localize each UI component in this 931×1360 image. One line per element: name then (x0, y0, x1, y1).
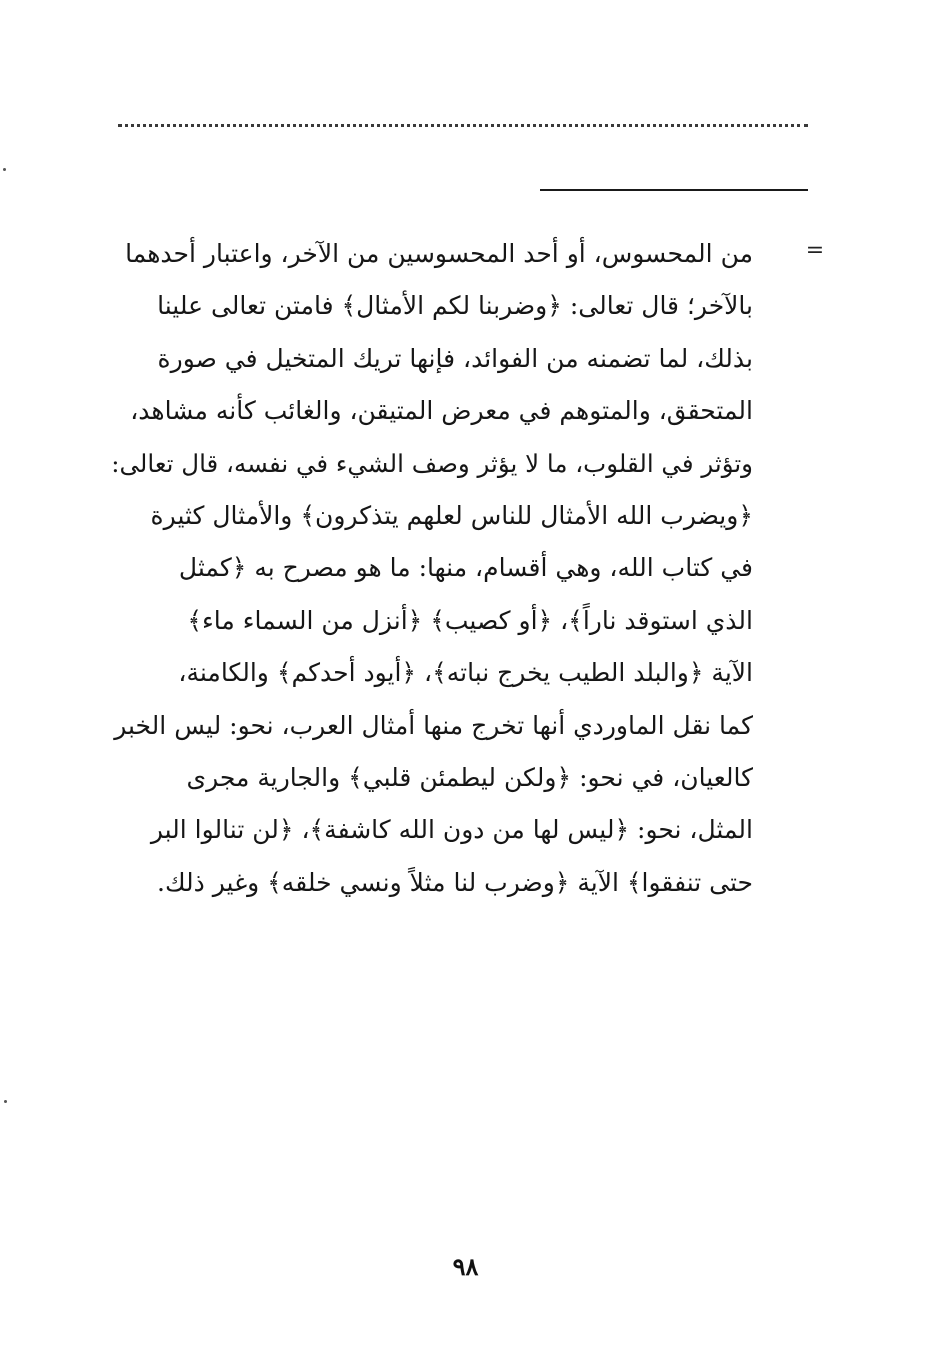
footnote-line: ﴿ويضرب الله الأمثال للناس لعلهم يتذكرون﴾ والأمثال كثيرة (150, 500, 753, 530)
scan-speck (3, 168, 6, 171)
footnote-line: كما نقل الماوردي أنها تخرج منها أمثال العرب، نحو: ليس الخبر (114, 710, 753, 740)
footnote-line: الذي استوقد ناراً﴾، ﴿أو كصيب﴾ ﴿أنزل من السماء ماء﴾ (187, 605, 753, 635)
footnote-line: المتحقق، والمتوهم في معرض المتيقن، والغائب كأنه مشاهد، (130, 396, 753, 426)
footnote-separator (540, 189, 808, 191)
footnote-line: كالعيان، في نحو: ﴿ولكن ليطمئن قلبي﴾ والجارية مجرى (186, 762, 753, 792)
page-number: ٩٨ (452, 1252, 479, 1281)
footnote-line: بذلك، لما تضمنه من الفوائد، فإنها تريك المتخيل في صورة (157, 343, 753, 373)
footnote-text (105, 228, 753, 909)
footnote-line: في كتاب الله، وهي أقسام، منها: ما هو مصرح به ﴿كمثل (178, 553, 753, 583)
dotted-separator (118, 124, 808, 127)
scan-speck (4, 1100, 7, 1103)
footnote-line: من المحسوس، أو أحد المحسوسين من الآخر، واعتبار أحدهما (125, 239, 753, 268)
footnote-line: المثل، نحو: ﴿ليس لها من دون الله كاشفة﴾، ﴿لن تنالوا البر (150, 815, 753, 845)
footnote-line: حتى تنفقوا﴾ الآية ﴿وضرب لنا مثلاً ونسي خلقه﴾ وغير ذلك. (157, 867, 753, 897)
footnote-line: الآية ﴿والبلد الطيب يخرج نباته﴾، ﴿أيود أحدكم﴾ والكامنة، (178, 658, 753, 688)
continuation-mark: = (805, 238, 825, 263)
footnote-line: بالآخر؛ قال تعالى: ﴿وضربنا لكم الأمثال﴾ فامتن تعالى علينا (157, 291, 753, 321)
footnote-line: وتؤثر في القلوب، ما لا يؤثر وصف الشيء في نفسه، قال تعالى: (111, 448, 753, 478)
